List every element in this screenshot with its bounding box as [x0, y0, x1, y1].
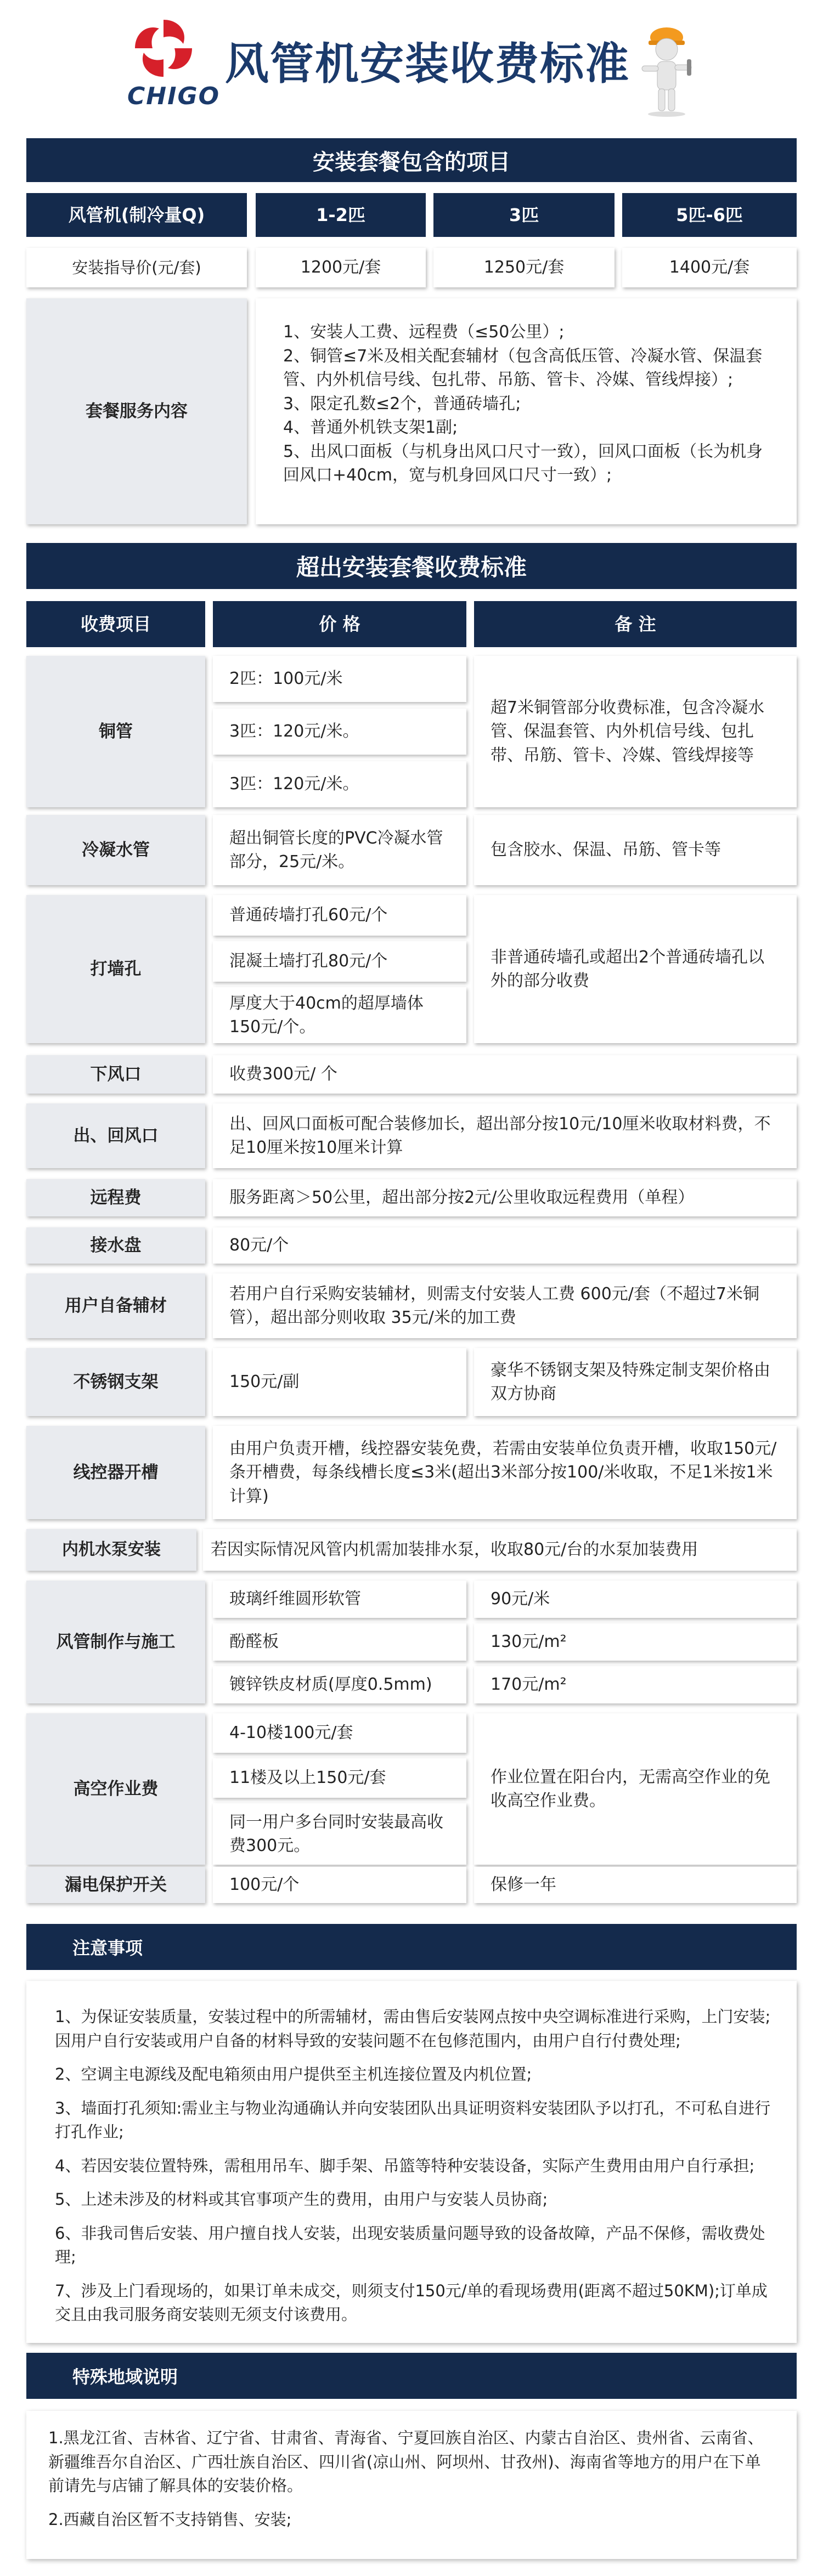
hole-price-concrete: 混凝土墙打孔80元/个: [213, 941, 466, 982]
drain-label: 冷凝水管: [26, 815, 205, 885]
hole-price-thick: 厚度大于40cm的超厚墙体150元/个。: [213, 987, 466, 1043]
duct-item-name: 玻璃纤维圆形软管: [213, 1581, 466, 1618]
special-item: 1.黑龙江省、吉林省、辽宁省、甘肃省、青海省、宁夏回族自治区、内蒙古自治区、贵州省、云南省、新疆维吾尔自治区、广西壮族自治区、四川省(凉山州、阿坝州、甘孜州)、海南省等地方的用户在下单前请先与店铺了解具体的安装价格。: [48, 2428, 764, 2495]
note-item: 6、非我司售后安装、用户擅自找人安装，出现安装质量问题导致的设备故障，产品不保修，需收费处理;: [55, 2223, 765, 2266]
price-1-2: 1200元/套: [256, 248, 426, 287]
leak-label: 漏电保护开关: [26, 1867, 205, 1903]
vents-label: 出、回风口: [26, 1103, 205, 1168]
duct-item-price: 130元/m²: [474, 1623, 797, 1661]
duct-label: 风管制作与施工: [26, 1581, 205, 1703]
duct-item-price: 170元/m²: [474, 1666, 797, 1703]
package-head-3: 3匹: [433, 193, 615, 237]
stainless-note: 豪华不锈钢支架及特殊定制支架价格由双方协商: [474, 1348, 797, 1416]
note-item: 3、墙面打孔须知:需业主与物业沟通确认并向安装团队出具证明资料安装团队予以打孔，不可私自进行打孔作业;: [55, 2098, 771, 2141]
chigo-logo-icon: [131, 15, 196, 81]
copper-price-2: 2匹：100元/米: [213, 656, 466, 702]
service-item: 4、普通外机铁支架1副;: [283, 418, 458, 437]
high-label: 高空作业费: [26, 1713, 205, 1865]
remote-text: 服务距离＞50公里，超出部分按2元/公里收取远程费用（单程）: [213, 1179, 797, 1216]
service-item: 5、出风口面板（与机身出风口尺寸一致），回风口面板（长为机身回风口+40cm，宽与机身回风口尺寸一致）;: [283, 441, 763, 485]
duct-item-name: 酚醛板: [213, 1623, 466, 1661]
note-item: 4、若因安装位置特殊，需租用吊车、脚手架、吊篮等特种安装设备，实际产生费用由用户自行承担;: [55, 2156, 755, 2175]
extra-head-item: 收费项目: [26, 601, 205, 647]
copper-label: 铜管: [26, 656, 205, 807]
special-box: [26, 2411, 797, 2559]
extra-section-title: 超出安装套餐收费标准: [26, 543, 797, 589]
note-item: 2、空调主电源线及配电箱须由用户提供至主机连接位置及内机位置;: [55, 2065, 532, 2084]
page-header: [0, 0, 823, 132]
brand-logo-text: CHIGO: [127, 82, 221, 110]
service-item: 3、限定孔数≤2个，普通砖墙孔;: [283, 394, 521, 414]
service-label: 套餐服务内容: [26, 298, 247, 524]
self-material-text: 若用户自行采购安装辅材，则需支付安装人工费 600元/套（不超过7米铜管），超出部分则收取 35元/米的加工费: [213, 1273, 797, 1338]
tray-text: 80元/个: [213, 1227, 797, 1264]
remote-label: 远程费: [26, 1179, 205, 1216]
stainless-label: 不锈钢支架: [26, 1348, 205, 1416]
high-price-11: 11楼及以上150元/套: [213, 1758, 466, 1798]
price-label: 安装指导价(元/套): [26, 248, 247, 287]
package-head-5-6: 5匹-6匹: [622, 193, 797, 237]
pump-text: 若因实际情况风管内机需加装排水泵，收取80元/台的水泵加装费用: [203, 1529, 797, 1571]
high-note: 作业位置在阳台内，无需高空作业的免收高空作业费。: [474, 1713, 797, 1865]
extra-head-price: 价 格: [213, 601, 466, 647]
tray-label: 接水盘: [26, 1227, 205, 1264]
copper-price-3b: 3匹：120元/米。: [213, 761, 466, 807]
package-head-1-2: 1-2匹: [256, 193, 426, 237]
duct-item-name: 镀锌铁皮材质(厚度0.5mm): [213, 1666, 466, 1703]
price-5-6: 1400元/套: [622, 248, 797, 287]
drain-price: 超出铜管长度的PVC冷凝水管部分，25元/米。: [213, 815, 466, 885]
notes-box: [26, 1981, 797, 2343]
price-3: 1250元/套: [433, 248, 615, 287]
lower-vent-text: 收费300元/ 个: [213, 1055, 797, 1094]
special-item: 2.西藏自治区暂不支持销售、安装;: [48, 2510, 292, 2529]
note-item: 1、为保证安装质量，安装过程中的所需辅材，需由售后安装网点按中央空调标准进行采购，上门安装;因用户自行安装或用户自备的材料导致的安装问题不在包修范围内，由用户自行付费处理;: [55, 2007, 771, 2050]
slot-text: 由用户负责开槽，线控器安装免费，若需由安装单位负责开槽，收取150元/条开槽费，每条线槽长度≤3米(超出3米部分按100/米收取，不足1米按1米计算): [213, 1426, 797, 1519]
hole-note: 非普通砖墙孔或超出2个普通砖墙孔以外的部分收费: [474, 895, 797, 1043]
leak-price: 100元/个: [213, 1867, 466, 1903]
hole-label: 打墙孔: [26, 895, 205, 1043]
note-item: 7、涉及上门看现场的，如果订单未成交，则须支付150元/单的看现场费用(距离不超过50KM);订单成交且由我司服务商安装则无须支付该费用。: [55, 2281, 768, 2324]
service-item: 2、铜管≤7米及相关配套辅材（包含高低压管、冷凝水管、保温套管、内外机信号线、包扎带、吊筋、管卡、冷媒、管线焊接）;: [283, 346, 763, 389]
pump-label: 内机水泵安装: [26, 1529, 196, 1571]
page-title: 风管机安装收费标准: [225, 38, 630, 89]
copper-note: 超7米铜管部分收费标准，包含冷凝水管、保温套管、内外机信号线、包扎带、吊筋、管卡、冷媒、管线焊接等: [474, 656, 797, 807]
high-price-4-10: 4-10楼100元/套: [213, 1713, 466, 1753]
extra-head-note: 备 注: [474, 601, 797, 647]
special-title: 特殊地域说明: [26, 2353, 797, 2399]
notes-title: 注意事项: [26, 1924, 797, 1970]
lower-vent-label: 下风口: [26, 1055, 205, 1094]
drain-note: 包含胶水、保温、吊筋、管卡等: [474, 815, 797, 885]
duct-item-price: 90元/米: [474, 1581, 797, 1618]
self-material-label: 用户自备辅材: [26, 1273, 205, 1338]
worker-mascot-icon: [636, 21, 697, 120]
high-price-multi: 同一用户多台同时安装最高收费300元。: [213, 1803, 466, 1865]
package-section-title: 安装套餐包含的项目: [26, 138, 797, 182]
copper-price-3a: 3匹：120元/米。: [213, 709, 466, 755]
stainless-price: 150元/副: [213, 1348, 466, 1416]
slot-label: 线控器开槽: [26, 1426, 205, 1519]
note-item: 5、上述未涉及的材料或其官事项产生的费用，由用户与安装人员协商;: [55, 2190, 548, 2209]
package-head-model: 风管机(制冷量Q): [26, 193, 247, 237]
leak-note: 保修一年: [474, 1867, 797, 1903]
service-content: [256, 298, 797, 524]
hole-price-brick: 普通砖墙打孔60元/个: [213, 895, 466, 936]
service-item: 1、安装人工费、远程费（≤50公里）;: [283, 322, 565, 342]
vents-text: 出、回风口面板可配合装修加长，超出部分按10元/10厘米收取材料费，不足10厘米按10厘米计算: [213, 1103, 797, 1168]
